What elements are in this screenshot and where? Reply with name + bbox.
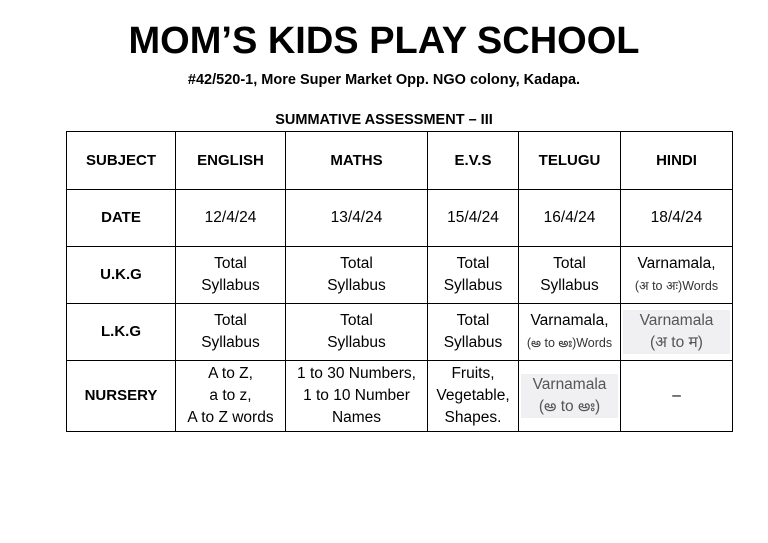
- cell-line: Total: [553, 255, 586, 272]
- nursery-evs: [428, 361, 519, 432]
- cell-line: Varnamala,: [530, 312, 609, 329]
- cell-line: A to Z words: [187, 409, 274, 426]
- cell-line: (అ to అః): [521, 396, 618, 418]
- cell-line: Syllabus: [327, 277, 386, 294]
- ukg-hindi: [621, 247, 733, 304]
- cell-line: Fruits,: [451, 365, 495, 382]
- table-header-row: [67, 132, 733, 190]
- cell-line: Varnamala: [623, 310, 730, 332]
- school-address: #42/520-1, More Super Market Opp. NGO colony, Kadapa.: [187, 72, 581, 88]
- ukg-maths: [286, 247, 428, 304]
- cell-line: Syllabus: [327, 334, 386, 351]
- row-label-date: DATE: [67, 190, 176, 247]
- cell-line: (अ to अः)Words: [634, 279, 719, 293]
- ukg-evs: [428, 247, 519, 304]
- cell-line: (అ to అః)Words: [526, 336, 613, 350]
- cell-line: Total: [340, 255, 373, 272]
- nursery-english: [176, 361, 286, 432]
- cell-line: Varnamala: [521, 374, 618, 396]
- cell-line: Syllabus: [443, 334, 503, 351]
- cell-line: Total: [214, 312, 247, 329]
- row-label-nursery: NURSERY: [67, 361, 176, 432]
- table-row-nursery: [67, 361, 733, 432]
- lkg-english: [176, 304, 286, 361]
- date-hindi: 18/4/24: [621, 190, 733, 247]
- date-telugu: 16/4/24: [519, 190, 621, 247]
- cell-line: Syllabus: [201, 277, 260, 294]
- school-name: MOM’S KIDS PLAY SCHOOL: [128, 20, 640, 62]
- cell-line: Syllabus: [201, 334, 260, 351]
- exam-title: SUMMATIVE ASSESSMENT – III: [275, 112, 493, 128]
- ukg-telugu: [519, 247, 621, 304]
- date-maths: 13/4/24: [286, 190, 428, 247]
- cell-line: Total: [214, 255, 247, 272]
- date-english: 12/4/24: [176, 190, 286, 247]
- cell-line: (अ to म): [623, 332, 730, 354]
- cell-line: Total: [340, 312, 373, 329]
- nursery-maths: [286, 361, 428, 432]
- header-english: ENGLISH: [176, 132, 286, 190]
- lkg-maths: [286, 304, 428, 361]
- table-row-ukg: [67, 247, 733, 304]
- cell-line: Shapes.: [444, 409, 502, 426]
- lkg-evs: [428, 304, 519, 361]
- header-telugu: TELUGU: [519, 132, 621, 190]
- cell-line: Syllabus: [443, 277, 503, 294]
- cell-line: Total: [456, 255, 490, 272]
- cell-line: a to z,: [209, 387, 252, 404]
- header-maths: MATHS: [286, 132, 428, 190]
- row-label-lkg: L.K.G: [67, 304, 176, 361]
- exam-schedule-table: [66, 131, 733, 432]
- row-label-ukg: U.K.G: [67, 247, 176, 304]
- cell-line: 1 to 30 Numbers,: [297, 365, 416, 382]
- table-row-date: [67, 190, 733, 247]
- header-subject: SUBJECT: [67, 132, 176, 190]
- table-row-lkg: [67, 304, 733, 361]
- nursery-telugu: [519, 361, 621, 432]
- cell-line: Total: [456, 312, 490, 329]
- cell-line: Varnamala,: [637, 255, 716, 272]
- nursery-hindi: –: [621, 361, 733, 432]
- header-hindi: HINDI: [621, 132, 733, 190]
- header-evs: E.V.S: [428, 132, 519, 190]
- cell-line: Names: [331, 409, 382, 426]
- lkg-telugu: [519, 304, 621, 361]
- cell-line: 1 to 10 Number: [303, 387, 410, 404]
- cell-line: A to Z,: [208, 365, 253, 382]
- date-evs: 15/4/24: [428, 190, 519, 247]
- cell-line: Vegetable,: [436, 387, 510, 404]
- lkg-hindi: [621, 304, 733, 361]
- ukg-english: [176, 247, 286, 304]
- cell-line: Syllabus: [540, 277, 599, 294]
